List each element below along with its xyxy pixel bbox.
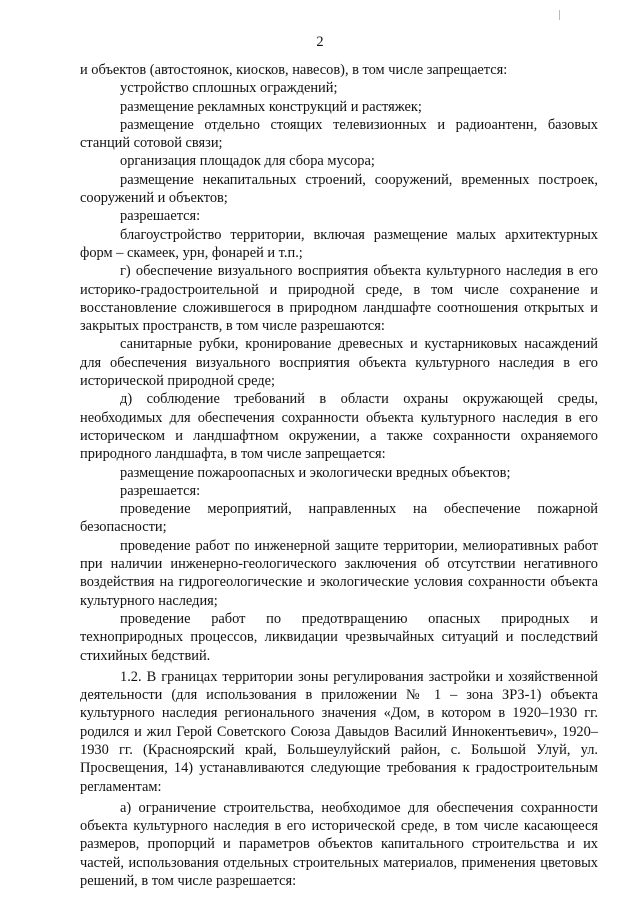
paragraph: размещение пожароопасных и экологически вредных объектов;: [120, 464, 511, 481]
paragraph: 1.2. В границах территории зоны регулирования застройки и хозяйственной деятельности (для использования в приложении № 1 – зона ЗРЗ-1) объекта культурного наследия регионального значения «Дом, в котором в 1920–1930 гг. родился и жил Герой Советского Союза Давыдов Василий Иннокентьевич», 1920–1930 гг. (Красноярский край, Большеулуйский район, с. Большой Улуй, ул. Просвещения, 14) устанавливаются следующие требования к градостроительным регламентам:: [80, 668, 598, 795]
paragraph: разрешается:: [120, 208, 201, 225]
paragraph: размещение рекламных конструкций и растяжек;: [120, 98, 422, 115]
paragraph: г) обеспечение визуального восприятия объекта культурного наследия в его историко-градостроительной и природной среде, в том числе сохранение и восстановление сложившегося в природном ландшафте соотношения открытых и закрытых пространств, в том числе разрешаются:: [80, 263, 598, 335]
paragraph: проведение работ по предотвращению опасных природных и техноприродных процессов, ликвидации чрезвычайных ситуаций и последствий стихийных бедствий.: [80, 610, 598, 664]
paragraph: размещение некапитальных строений, сооружений, временных построек, сооружений и объектов;: [80, 171, 598, 207]
paragraph: размещение отдельно стоящих телевизионных и радиоантенн, базовых станций сотовой связи;: [80, 116, 598, 152]
document-body: [80, 61, 598, 890]
paragraph: и объектов (автостоянок, киосков, навесов), в том числе запрещается:: [80, 62, 508, 78]
paragraph: санитарные рубки, кронирование древесных и кустарниковых насаждений для обеспечения визуального восприятия объекта культурного наследия в его исторической природной среде;: [80, 336, 598, 390]
scan-mark: [559, 10, 560, 20]
paragraph: разрешается:: [120, 482, 201, 499]
paragraph: д) соблюдение требований в области охраны окружающей среды, необходимых для обеспечения сохранности объекта культурного наследия в его историческом и ландшафтном окружении, а также сохранности охраняемого природного ландшафта, в том числе запрещается:: [80, 391, 598, 463]
paragraph: а) ограничение строительства, необходимое для обеспечения сохранности объекта культурного наследия в его исторической среде, в том числе касающееся размеров, пропорций и параметров объектов капитального строительства и их частей, использования отдельных строительных материалов, применения цветовых решений, в том числе разрешается:: [80, 799, 598, 890]
paragraph: проведение мероприятий, направленных на обеспечение пожарной безопасности;: [80, 501, 598, 536]
paragraph: проведение работ по инженерной защите территории, мелиоративных работ при наличии инженерно-геологического заключения об отсутствии негативного воздействия на гидрогеологические и экологические условия сохранности объекта культурного наследия;: [80, 537, 598, 609]
page-number: 2: [316, 34, 324, 50]
paragraph: организация площадок для сбора мусора;: [120, 153, 375, 170]
paragraph: устройство сплошных ограждений;: [120, 80, 338, 97]
paragraph: благоустройство территории, включая размещение малых архитектурных форм – скамеек, урн, фонарей и т.п.;: [80, 226, 598, 261]
